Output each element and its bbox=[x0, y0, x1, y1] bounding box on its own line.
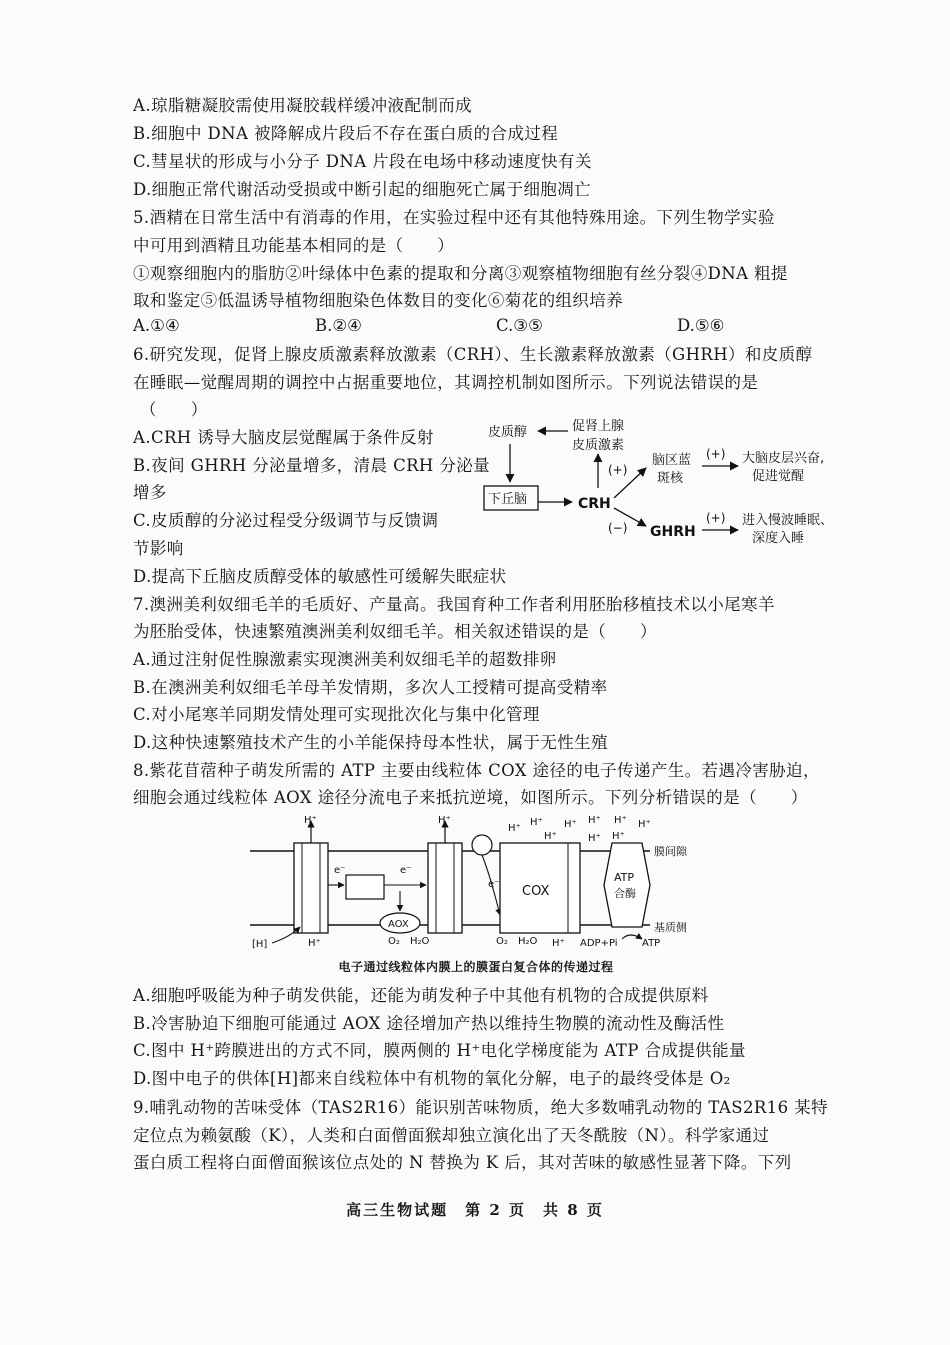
complex-1 bbox=[294, 843, 328, 933]
q4-option-d: D.细胞正常代谢活动受损或中断引起的细胞死亡属于细胞凋亡 bbox=[133, 180, 592, 199]
q5-stem-line2: 中可用到酒精且功能基本相同的是（ ） bbox=[133, 236, 455, 255]
q5-option-c: C.③⑤ bbox=[496, 316, 543, 335]
hypothalamus-label: 下丘脑 bbox=[488, 492, 528, 507]
q6-stem-line1: 6.研究发现，促肾上腺皮质激素释放激素（CRH）、生长激素释放激素（GHRH）和皮质醇 bbox=[133, 345, 813, 364]
effect1-line2: 促进觉醒 bbox=[752, 469, 805, 484]
q8-stem-line2: 细胞会通过线粒体 AOX 途径分流电子来抵抗逆境，如图所示。下列分析错误的是（ ） bbox=[133, 788, 808, 807]
ims-proton-f: H⁺ bbox=[588, 833, 601, 844]
q7-option-d: D.这种快速繁殖技术产生的小羊能保持母本性状，属于无性生殖 bbox=[133, 733, 608, 752]
matrix-proton-label: H⁺ bbox=[308, 938, 321, 949]
crh-ghrh-minus: (−) bbox=[608, 521, 628, 535]
q8-option-c: C.图中 H⁺跨膜进出的方式不同，膜两侧的 H⁺电化学梯度能为 ATP 合成提供能量 bbox=[133, 1041, 746, 1060]
q8-option-d: D.图中电子的供体[H]都来自线粒体中有机物的氧化分解，电子的最终受体是 O₂ bbox=[133, 1069, 731, 1088]
atp-label: ATP bbox=[642, 938, 661, 949]
aox-label: AOX bbox=[388, 919, 409, 930]
atp-synthase-label-1: ATP bbox=[614, 871, 635, 884]
q9-stem-line2: 定位点为赖氨酸（K），人类和白面僧面猴却独立演化出了天冬酰胺（N）。科学家通过 bbox=[133, 1126, 770, 1145]
q7-option-c: C.对小尾寒羊同期发情处理可实现批次化与集中化管理 bbox=[133, 705, 540, 724]
ims-proton-d: H⁺ bbox=[564, 819, 577, 830]
complex-3 bbox=[428, 843, 462, 933]
atp-synthesis-arrow bbox=[622, 935, 642, 939]
q4-option-a: A.琼脂糖凝胶需使用凝胶载样缓冲液配制而成 bbox=[133, 96, 473, 115]
q6-option-a: A.CRH 诱导大脑皮层觉醒属于条件反射 bbox=[133, 428, 434, 447]
q5-option-d: D.⑤⑥ bbox=[677, 316, 725, 335]
q6-option-d: D.提高下丘脑皮质醇受体的敏感性可缓解失眠症状 bbox=[133, 567, 507, 586]
q6-option-c-line2: 节影响 bbox=[133, 539, 184, 558]
nadh-label: [H] bbox=[252, 939, 268, 950]
intermembrane-label: 膜间隙 bbox=[654, 845, 687, 858]
q6-stem-line3: （ ） bbox=[140, 400, 208, 419]
adp-pi-label: ADP+Pi bbox=[580, 938, 618, 949]
ghrh-effect-plus: (+) bbox=[706, 511, 726, 525]
q8-diagram-caption: 电子通过线粒体内膜上的膜蛋白复合体的传递过程 bbox=[338, 960, 614, 974]
q7-stem-line2: 为胚胎受体，快速繁殖澳洲美利奴细毛羊。相关叙述错误的是（ ） bbox=[133, 622, 657, 641]
locus-label-line2: 斑核 bbox=[657, 471, 684, 486]
atp-synthase bbox=[604, 843, 650, 927]
q6-stem-line2: 在睡眠—觉醒周期的调控中占据重要地位，其调控机制如图所示。下列说法错误的是 bbox=[133, 373, 759, 392]
q7-option-b: B.在澳洲美利奴细毛羊母羊发情期，多次人工授精可提高受精率 bbox=[133, 678, 608, 697]
ims-proton-b: H⁺ bbox=[530, 817, 543, 828]
crh-label: CRH bbox=[578, 496, 611, 512]
ims-proton-e: H⁺ bbox=[588, 815, 601, 826]
q4-option-b: B.细胞中 DNA 被降解成片段后不存在蛋白质的合成过程 bbox=[133, 124, 559, 143]
q9-stem-line3: 蛋白质工程将白面僧面猴该位点处的 N 替换为 K 后，其对苦味的敏感性显著下降。下列 bbox=[133, 1153, 792, 1172]
q7-stem-line1: 7.澳洲美利奴细毛羊的毛质好、产量高。我国育种工作者利用胚胎移植技术以小尾寒羊 bbox=[133, 595, 775, 614]
ghrh-label: GHRH bbox=[650, 524, 696, 540]
ubiquinone-box bbox=[346, 875, 384, 899]
ims-proton-h: H⁺ bbox=[612, 831, 625, 842]
acth-label-line1: 促肾上腺 bbox=[572, 419, 625, 434]
page-footer: 高三生物试题 第 2 页 共 8 页 bbox=[346, 1201, 604, 1219]
acth-label-line2: 皮质激素 bbox=[572, 438, 625, 453]
cox-matrix-proton-label: H⁺ bbox=[552, 938, 565, 949]
q5-option-b: B.②④ bbox=[315, 316, 362, 335]
q8-option-b: B.冷害胁迫下细胞可能通过 AOX 途径增加产热以维持生物膜的流动性及酶活性 bbox=[133, 1014, 725, 1033]
electron-label-1: e⁻ bbox=[334, 865, 346, 876]
aox-o2-label: O₂ bbox=[388, 936, 400, 947]
effect1-line1: 大脑皮层兴奋, bbox=[742, 451, 825, 466]
proton-label: H⁺ bbox=[304, 815, 317, 826]
ims-proton-g: H⁺ bbox=[614, 815, 627, 826]
aox-h2o-label: H₂O bbox=[410, 936, 430, 947]
cox-o2-label: O₂ bbox=[496, 936, 508, 947]
cytochrome-c bbox=[472, 835, 492, 855]
q8-option-a: A.细胞呼吸能为种子萌发供能，还能为萌发种子中其他有机物的合成提供原料 bbox=[133, 986, 709, 1005]
q9-stem-line1: 9.哺乳动物的苦味受体（TAS2R16）能识别苦味物质，绝大多数哺乳动物的 TAS2R16 某特 bbox=[133, 1098, 828, 1117]
effect2-line2: 深度入睡 bbox=[752, 531, 805, 546]
q4-option-c: C.彗星状的形成与小分子 DNA 片段在电场中移动速度快有关 bbox=[133, 152, 592, 171]
electron-transport-diagram bbox=[250, 815, 710, 960]
locus-label-line1: 脑区蓝 bbox=[652, 453, 692, 468]
q5-option-a: A.①④ bbox=[133, 316, 180, 335]
q5-items-line2: 取和鉴定⑤低温诱导植物细胞染色体数目的变化⑥菊花的组织培养 bbox=[133, 291, 624, 310]
crh-locus-plus: (+) bbox=[608, 463, 628, 477]
q6-option-c-line1: C.皮质醇的分泌过程受分级调节与反馈调 bbox=[133, 511, 439, 530]
q5-items-line1: ①观察细胞内的脂肪②叶绿体中色素的提取和分离③观察植物细胞有丝分裂④DNA 粗提 bbox=[133, 264, 788, 283]
electron-label-3: e⁻ bbox=[488, 879, 500, 890]
proton-label-3: H⁺ bbox=[438, 815, 451, 826]
ims-proton-a: H⁺ bbox=[508, 823, 521, 834]
effect2-line1: 进入慢波睡眠、 bbox=[742, 513, 834, 528]
q5-stem-line1: 5.酒精在日常生活中有消毒的作用，在实验过程中还有其他特殊用途。下列生物学实验 bbox=[133, 208, 775, 227]
q7-option-a: A.通过注射促性腺激素实现澳洲美利奴细毛羊的超数排卵 bbox=[133, 650, 557, 669]
cox-label: COX bbox=[522, 884, 550, 899]
q8-stem-line1: 8.紫花苜蓿种子萌发所需的 ATP 主要由线粒体 COX 途径的电子传递产生。若遇冷害胁迫， bbox=[133, 761, 820, 780]
locus-effect-plus: (+) bbox=[706, 447, 726, 461]
cortisol-label: 皮质醇 bbox=[488, 425, 528, 440]
ims-proton-i: H⁺ bbox=[638, 819, 651, 830]
electron-label-2: e⁻ bbox=[400, 865, 412, 876]
atp-synthase-label-2: 合酶 bbox=[614, 887, 636, 900]
cox-h2o-label: H₂O bbox=[518, 936, 538, 947]
q6-option-b-line1: B.夜间 GHRH 分泌量增多，清晨 CRH 分泌量 bbox=[133, 456, 491, 475]
ims-proton-c: H⁺ bbox=[544, 831, 557, 842]
matrix-label: 基质侧 bbox=[654, 921, 687, 934]
q6-option-b-line2: 增多 bbox=[133, 483, 167, 502]
sleep-regulation-diagram bbox=[480, 412, 850, 562]
